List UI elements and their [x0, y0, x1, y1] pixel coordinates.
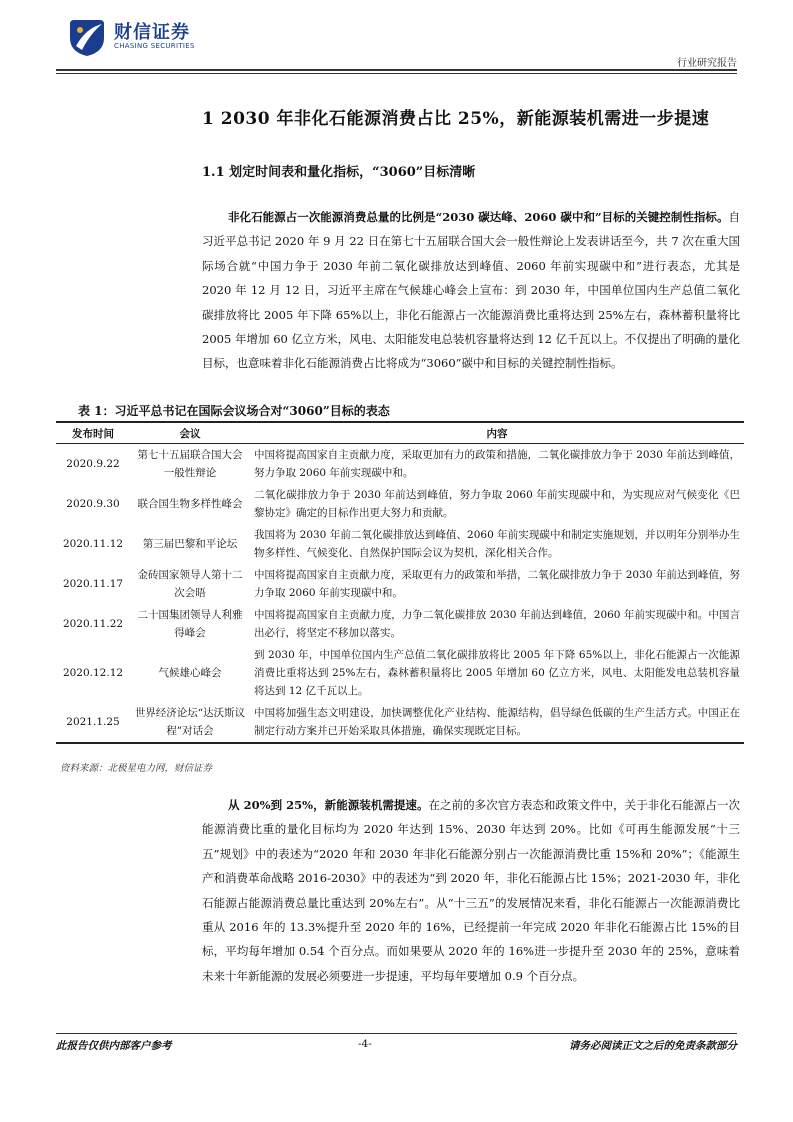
company-name-cn: 财信证券 [114, 22, 190, 43]
paragraph-2 [202, 793, 740, 988]
paragraph-2-lead: 从 20%到 25%，新能源装机需提速。 [228, 798, 429, 812]
column-header-meeting: 会议 [130, 422, 250, 444]
table-source: 资料来源：北极星电力网，财信证券 [60, 763, 213, 774]
row-date: 2021.1.25 [56, 702, 130, 743]
column-header-date: 发布时间 [56, 422, 130, 444]
row-content: 中国将提高国家自主贡献力度，采取更加有力的政策和措施，二氧化碳排放力争于 2030 年前达到峰值，努力争取 2060 年前实现碳中和。 [254, 449, 740, 479]
row-content: 我国将为 2030 年前二氧化碳排放达到峰值、2060 年前实现碳中和制定实施规划，并以明年分别举办生物多样性、气候变化、自然保护国际会议为契机，深化相关合作。 [254, 529, 740, 559]
table-header-row [56, 422, 744, 444]
row-date: 2020.11.17 [62, 578, 124, 590]
row-date: 2020.9.22 [66, 458, 120, 470]
table-row [56, 484, 744, 524]
statements-table [56, 421, 744, 744]
footer-disclaimer-right: 请务必阅读正文之后的免责条款部分 [569, 1040, 737, 1052]
report-type: 行业研究报告 [677, 58, 737, 69]
row-date: 2020.12.12 [62, 667, 124, 679]
footer-divider [56, 1033, 737, 1034]
row-meeting: 气候雄心峰会 [158, 667, 222, 679]
row-content: 中国将加强生态文明建设，加快调整优化产业结构、能源结构，倡导绿色低碳的生产生活方式。中国正在制定行动方案并已开始采取具体措施，确保实现既定目标。 [250, 702, 744, 743]
table-row [56, 702, 744, 743]
row-meeting: 二十国集团领导人利雅得峰会 [137, 609, 243, 639]
paragraph-1-lead: 非化石能源占一次能源消费总量的比例是“2030 碳达峰、2060 碳中和”目标的关键控制性指标。 [228, 210, 729, 224]
row-meeting: 第三届巴黎和平论坛 [142, 538, 238, 550]
table-row [56, 564, 744, 604]
row-meeting: 第七十五届联合国大会一般性辩论 [137, 449, 243, 479]
subsection-heading: 1.1 划定时间表和量化指标，“3060”目标清晰 [202, 165, 476, 180]
section-heading: 1 2030 年非化石能源消费占比 25%，新能源装机需进一步提速 [202, 109, 710, 129]
company-logo-icon [66, 16, 108, 58]
company-name-en: CHASING SECURITIES [114, 42, 195, 50]
row-content: 二氧化碳排放力争于 2030 年前达到峰值，努力争取 2060 年前实现碳中和，为实现应对气候变化《巴黎协定》确定的目标作出更大努力和贡献。 [254, 489, 740, 519]
paragraph-1 [202, 205, 740, 376]
row-date: 2020.11.12 [62, 538, 124, 550]
footer-disclaimer-left: 此报告仅供内部客户参考 [56, 1040, 172, 1052]
row-date: 2020.11.22 [62, 618, 124, 630]
paragraph-2-body: 在之前的多次官方表态和政策文件中，关于非化石能源占一次能源消费比重的量化目标均为 2020 年达到 15%、2030 年达到 20%。比如《可再生能源发展“十三五”规划》中的表述为“2020 年和 2030 年非化石能源分别占一次能源消费比重 15%和 20%”；《能源生产和消费革命战略 2016-2030》中的表述为“到 2020 年，非化石能源占比 15%；2021-2030 年，非化石能源占能源消费总量比重达到 20%左右”。从“十三五”的发展情况来看，非化石能源占一次能源消费比重从 2016 年的 13.3%提升至 2020 年的 16%，已经提前一年完成 2020 年非化石能源占比 15%的目标，平均每年增加 0.54 个百分点。而如果要从 2020 年的 16%进一步提升至 2030 年的 25%，意味着未来十年新能源的发展必须要进一步提速，平均每年要增加 0.9 个百分点。 [202, 798, 740, 983]
row-content: 中国将提高国家自主贡献力度，力争二氧化碳排放 2030 年前达到峰值，2060 年前实现碳中和。中国言出必行，将坚定不移加以落实。 [254, 609, 740, 639]
table-row [56, 604, 744, 644]
row-meeting: 联合国生物多样性峰会 [137, 498, 243, 510]
row-meeting: 世界经济论坛“达沃斯议程”对话会 [130, 702, 250, 743]
page-number: -4- [358, 1038, 372, 1050]
table-row [56, 524, 744, 564]
table-caption: 表 1：习近平总书记在国际会议场合对“3060”目标的表态 [78, 404, 390, 418]
row-meeting: 金砖国家领导人第十二次会晤 [137, 569, 243, 599]
table-row [56, 644, 744, 702]
paragraph-1-body: 自习近平总书记 2020 年 9 月 22 日在第七十五届联合国大会一般性辩论上发表讲话至今，共 7 次在重大国际场合就“中国力争于 2030 年前二氧化碳排放达到峰值、2060 年前实现碳中和”进行表态，尤其是 2020 年 12 月 12 日，习近平主席在气候雄心峰会上宣布：到 2030 年，中国单位国内生产总值二氧化碳排放将比 2005 年下降 65%以上，非化石能源占一次能源消费比重将达到 25%左右，森林蓄积量将比 2005 年增加 60 亿立方米，风电、太阳能发电总装机容量将达到 12 亿千瓦以上。不仅提出了明确的量化目标，也意味着非化石能源消费占比将成为“3060”碳中和目标的关键控制性指标。 [202, 210, 740, 371]
header-divider [56, 69, 737, 71]
row-content: 中国将提高国家自主贡献力度，采取更有力的政策和举措，二氧化碳排放力争于 2030 年前达到峰值，努力争取 2060 年前实现碳中和。 [254, 569, 740, 599]
row-content: 到 2030 年，中国单位国内生产总值二氧化碳排放将比 2005 年下降 65%以上，非化石能源占一次能源消费比重将达到 25%左右，森林蓄积量将比 2005 年增加 60 亿立方米，风电、太阳能发电总装机容量将达到 12 亿千瓦以上。 [254, 649, 740, 697]
table-row [56, 444, 744, 485]
header-divider-thin [56, 73, 737, 74]
column-header-content: 内容 [250, 422, 744, 444]
row-date: 2020.9.30 [66, 498, 120, 510]
